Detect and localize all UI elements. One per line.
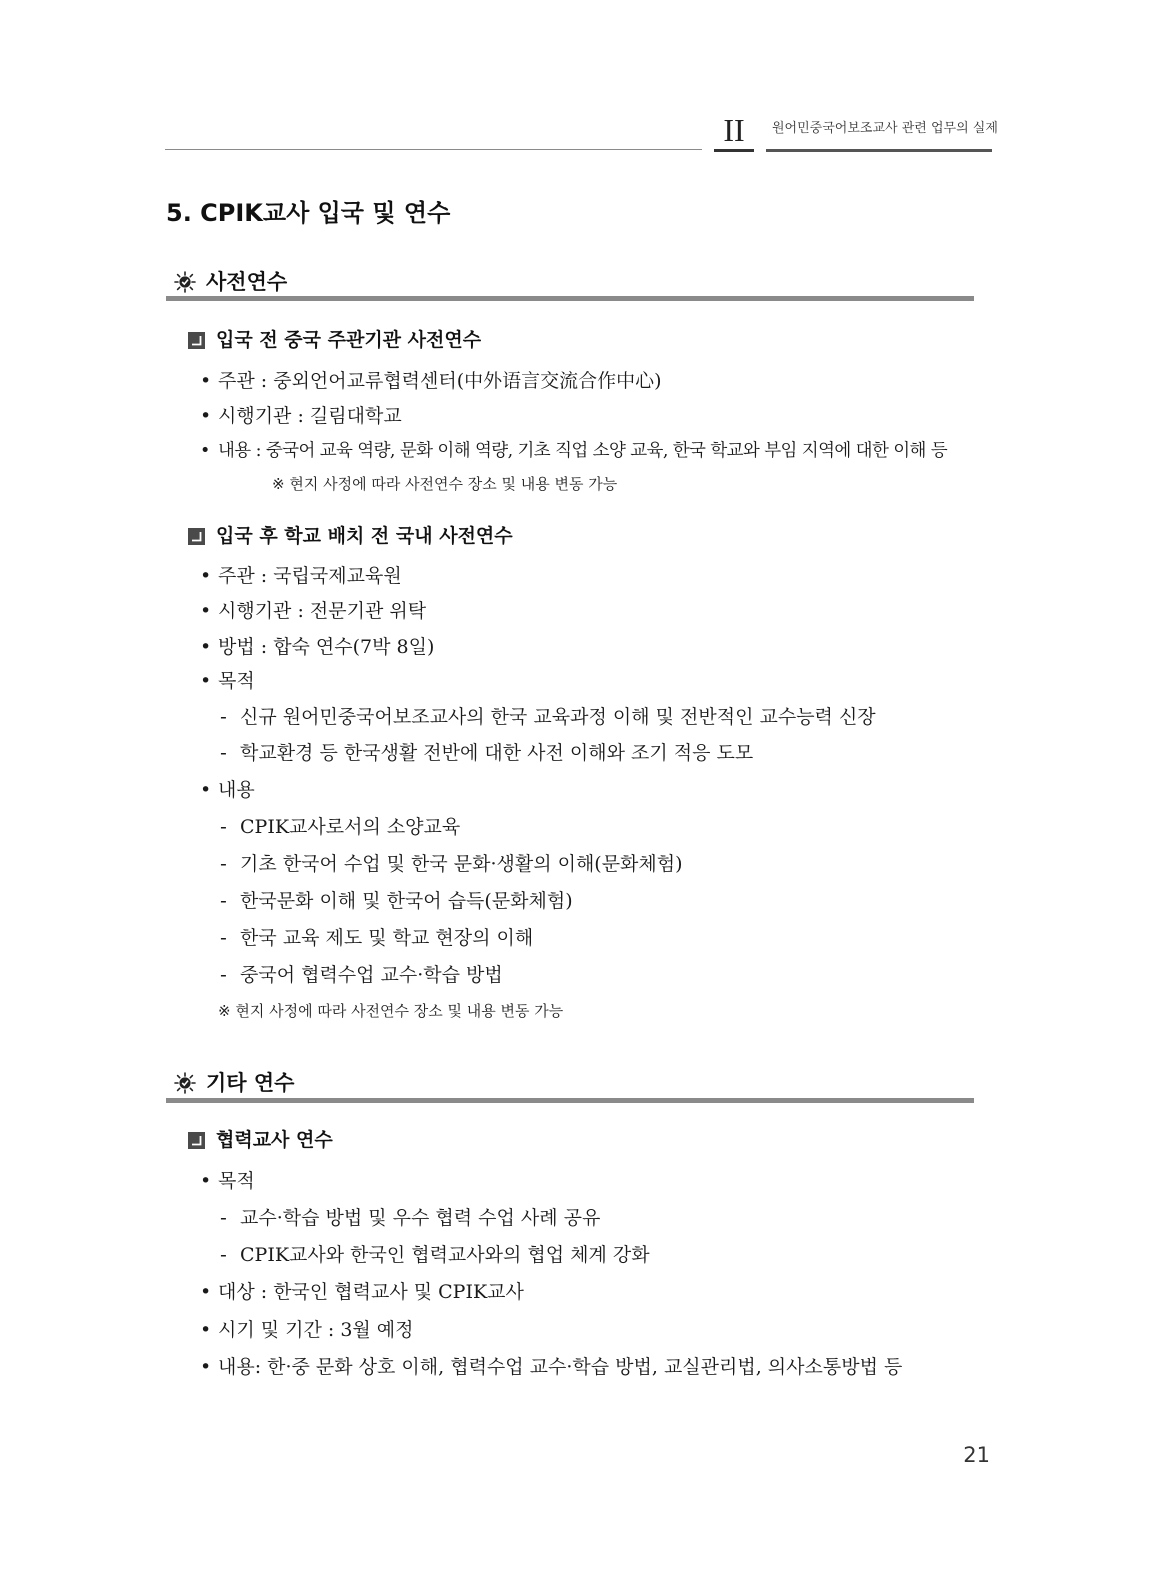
sub-list-item: [220, 849, 683, 879]
page-number: 21: [963, 1443, 990, 1467]
list-item-text: 목적: [218, 670, 255, 692]
list-item: [200, 596, 426, 626]
sub-list-item: [220, 1203, 600, 1233]
dash-marker: -: [220, 1207, 227, 1229]
bullet-dot: •: [200, 441, 210, 461]
bullet-dot: •: [200, 600, 212, 622]
list-item: [200, 775, 255, 805]
list-item-text: 대상 : 한국인 협력교사 및 CPIK교사: [218, 1281, 524, 1303]
sub-list-item-text: CPIK교사로서의 소양교육: [240, 816, 461, 838]
bullet-dot: •: [200, 779, 212, 801]
list-item: [200, 436, 947, 466]
subsection-heading: [188, 324, 481, 356]
chapter-title: 5. CPIK교사 입국 및 연수: [166, 199, 451, 227]
subsection-title: 협력교사 연수: [216, 1129, 333, 1151]
subsection-heading: [188, 520, 513, 552]
dash-marker: -: [220, 890, 227, 912]
list-item: [200, 632, 434, 662]
section-rule: [166, 1098, 974, 1103]
bullet-dot: •: [200, 370, 212, 392]
header-rule-right: [766, 149, 992, 152]
bullet-dot: •: [200, 1319, 212, 1341]
bullet-dot: •: [200, 565, 212, 587]
dash-marker: -: [220, 853, 227, 875]
list-item: [200, 1277, 524, 1307]
part-numeral: II: [723, 112, 745, 148]
sub-list-item-text: 기초 한국어 수업 및 한국 문화·생활의 이해(문화체험): [240, 853, 683, 875]
list-item-text: 내용: 한·중 문화 상호 이해, 협력수업 교수·학습 방법, 교실관리법, 의사소통방법 등: [218, 1356, 903, 1378]
square-bullet-icon: [188, 528, 205, 545]
bullet-dot: •: [200, 1356, 212, 1378]
bullet-dot: •: [200, 1170, 212, 1192]
section-rule: [166, 296, 974, 301]
sub-list-item: [220, 738, 753, 768]
list-item-text: 주관 : 중외언어교류협력센터(中外语言交流合作中心): [218, 370, 662, 392]
header-rule-left: [165, 149, 702, 150]
sun-check-icon: [174, 1072, 196, 1094]
sub-list-item-text: 한국문화 이해 및 한국어 습득(문화체험): [240, 890, 573, 912]
sub-list-item: [220, 960, 503, 990]
dash-marker: -: [220, 816, 227, 838]
list-item: [200, 1315, 414, 1345]
part-title: 원어민중국어보조교사 관련 업무의 실제: [772, 121, 998, 136]
list-item: [200, 1166, 255, 1196]
list-item-text: 방법 : 합숙 연수(7박 8일): [218, 636, 435, 658]
subsection-title: 입국 전 중국 주관기관 사전연수: [216, 329, 482, 351]
note: ※ 현지 사정에 따라 사전연수 장소 및 내용 변동 가능: [218, 1002, 564, 1020]
bullet-dot: •: [200, 405, 212, 427]
list-item-text: 목적: [218, 1170, 255, 1192]
list-item-text: 시행기관 : 전문기관 위탁: [218, 600, 427, 622]
dash-marker: -: [220, 742, 227, 764]
list-item-text: 내용 : 중국어 교육 역량, 문화 이해 역량, 기초 직업 소양 교육, 한국 학교와 부임 지역에 대한 이해 등: [218, 441, 948, 461]
sub-list-item-text: 학교환경 등 한국생활 전반에 대한 사전 이해와 조기 적응 도모: [240, 742, 754, 764]
note: ※ 현지 사정에 따라 사전연수 장소 및 내용 변동 가능: [272, 475, 618, 493]
sub-list-item-text: 신규 원어민중국어보조교사의 한국 교육과정 이해 및 전반적인 교수능력 신장: [240, 706, 876, 728]
list-item: [200, 366, 662, 396]
sub-list-item: [220, 702, 876, 732]
list-item: [200, 561, 402, 591]
section-title: 사전연수: [206, 270, 288, 294]
list-item-text: 시기 및 기간 : 3월 예정: [218, 1319, 414, 1341]
sub-list-item-text: 한국 교육 제도 및 학교 현장의 이해: [240, 927, 534, 949]
square-bullet-icon: [188, 332, 205, 349]
list-item: [200, 666, 255, 696]
sub-list-item: [220, 812, 460, 842]
list-item-text: 주관 : 국립국제교육원: [218, 565, 402, 587]
sub-list-item: [220, 886, 573, 916]
section-heading: [174, 264, 287, 300]
list-item-text: 내용: [218, 779, 255, 801]
list-item-text: 시행기관 : 길림대학교: [218, 405, 402, 427]
bullet-dot: •: [200, 1281, 212, 1303]
dash-marker: -: [220, 706, 227, 728]
bullet-dot: •: [200, 636, 212, 658]
square-bullet-icon: [188, 1132, 205, 1149]
subsection-title: 입국 후 학교 배치 전 국내 사전연수: [216, 525, 513, 547]
dash-marker: -: [220, 927, 227, 949]
sub-list-item: [220, 923, 533, 953]
part-numeral-underline: [714, 149, 754, 152]
section-title: 기타 연수: [206, 1071, 295, 1095]
bullet-dot: •: [200, 670, 212, 692]
sub-list-item: [220, 1240, 650, 1270]
list-item: [200, 401, 402, 431]
dash-marker: -: [220, 1244, 227, 1266]
section-heading: [174, 1065, 294, 1101]
sub-list-item-text: 중국어 협력수업 교수·학습 방법: [240, 964, 503, 986]
sub-list-item-text: CPIK교사와 한국인 협력교사와의 협업 체계 강화: [240, 1244, 650, 1266]
dash-marker: -: [220, 964, 227, 986]
subsection-heading: [188, 1124, 333, 1156]
sun-check-icon: [174, 271, 196, 293]
sub-list-item-text: 교수·학습 방법 및 우수 협력 수업 사례 공유: [240, 1207, 601, 1229]
list-item: [200, 1352, 902, 1382]
